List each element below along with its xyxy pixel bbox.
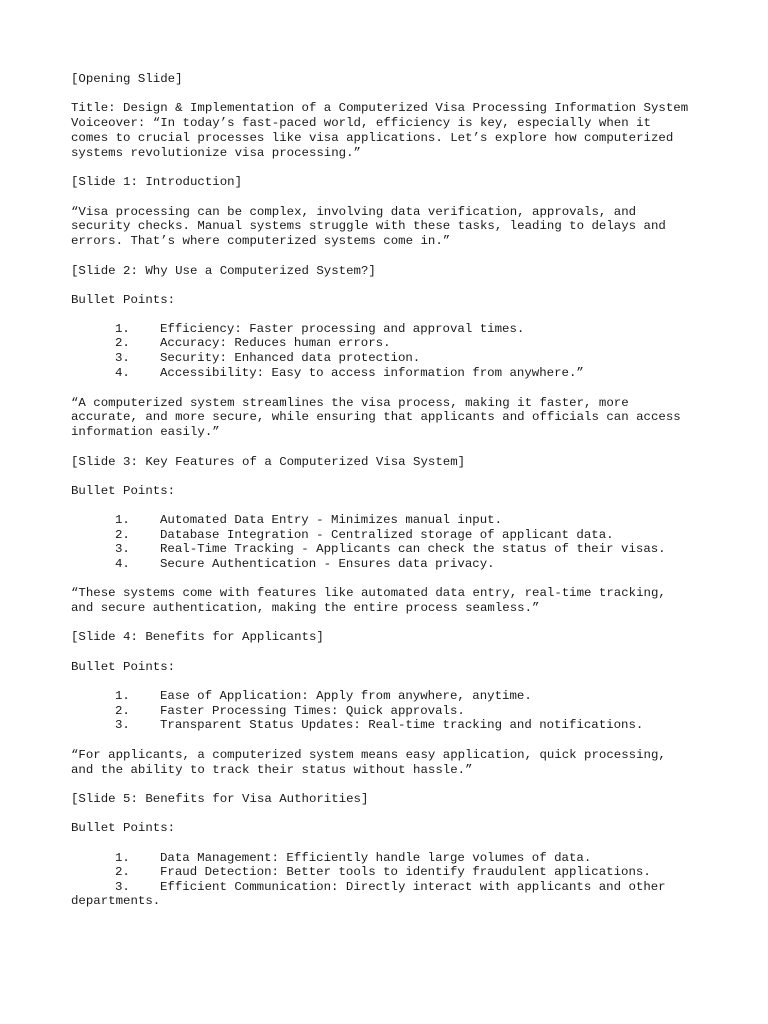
slide5-bullet-label: Bullet Points:	[71, 821, 176, 835]
list-item-number: 4.	[115, 366, 130, 380]
slide1-quote-line: security checks. Manual systems struggle with these tasks, leading to delays and	[71, 219, 666, 233]
slide1-quote-line: errors. That’s where computerized systems come in.”	[71, 234, 451, 248]
slide4-heading: [Slide 4: Benefits for Applicants]	[71, 630, 324, 644]
slide5-heading: [Slide 5: Benefits for Visa Authorities]	[71, 792, 369, 806]
list-item-number: 3.	[115, 351, 130, 365]
slide3-bullet-label: Bullet Points:	[71, 484, 176, 498]
voiceover-line: systems revolutionize visa processing.”	[71, 146, 361, 160]
list-item-number: 2.	[115, 528, 130, 542]
list-item: Ease of Application: Apply from anywhere, anytime.	[160, 689, 532, 703]
list-item: Secure Authentication - Ensures data privacy.	[160, 557, 495, 571]
title-line: Title: Design & Implementation of a Computerized Visa Processing Information System	[71, 101, 689, 115]
list-item: Security: Enhanced data protection.	[160, 351, 421, 365]
list-item: Fraud Detection: Better tools to identify fraudulent applications.	[160, 865, 651, 879]
list-item: Data Management: Efficiently handle large volumes of data.	[160, 851, 592, 865]
list-item-number: 4.	[115, 557, 130, 571]
list-item-number: 3.	[115, 718, 130, 732]
slide2-quote-line: information easily.”	[71, 425, 220, 439]
slide1-heading: [Slide 1: Introduction]	[71, 175, 243, 189]
voiceover-line: Voiceover: “In today’s fast-paced world, efficiency is key, especially when it	[71, 116, 651, 130]
list-item-number: 2.	[115, 865, 130, 879]
slide1-quote-line: “Visa processing can be complex, involving data verification, approvals, and	[71, 205, 637, 219]
list-item: Accuracy: Reduces human errors.	[160, 336, 391, 350]
voiceover-line: comes to crucial processes like visa applications. Let’s explore how computerized	[71, 131, 674, 145]
opening-slide-heading: [Opening Slide]	[71, 72, 183, 86]
list-item-number: 3.	[115, 880, 130, 894]
slide2-quote-line: “A computerized system streamlines the visa process, making it faster, more	[71, 396, 629, 410]
slide5-wrap-line: departments.	[71, 894, 161, 908]
list-item-number: 2.	[115, 704, 130, 718]
list-item-number: 1.	[115, 689, 130, 703]
slide2-heading: [Slide 2: Why Use a Computerized System?]	[71, 264, 376, 278]
list-item: Efficiency: Faster processing and approval times.	[160, 322, 525, 336]
slide4-quote-line: “For applicants, a computerized system means easy application, quick processing,	[71, 748, 666, 762]
slide3-quote-line: and secure authentication, making the entire process seamless.”	[71, 601, 540, 615]
list-item-number: 3.	[115, 542, 130, 556]
slide3-heading: [Slide 3: Key Features of a Computerized Visa System]	[71, 455, 466, 469]
list-item-number: 1.	[115, 513, 130, 527]
slide2-quote-line: accurate, and more secure, while ensuring that applicants and officials can access	[71, 410, 681, 424]
list-item-number: 1.	[115, 851, 130, 865]
list-item: Transparent Status Updates: Real-time tracking and notifications.	[160, 718, 644, 732]
list-item-number: 2.	[115, 336, 130, 350]
list-item: Automated Data Entry - Minimizes manual input.	[160, 513, 503, 527]
slide4-quote-line: and the ability to track their status without hassle.”	[71, 763, 473, 777]
list-item-number: 1.	[115, 322, 130, 336]
slide4-bullet-label: Bullet Points:	[71, 660, 176, 674]
slide2-bullet-label: Bullet Points:	[71, 293, 176, 307]
list-item: Real-Time Tracking - Applicants can check the status of their visas.	[160, 542, 666, 556]
list-item: Efficient Communication: Directly interact with applicants and other	[160, 880, 666, 894]
list-item: Database Integration - Centralized storage of applicant data.	[160, 528, 614, 542]
slide3-quote-line: “These systems come with features like automated data entry, real-time tracking,	[71, 586, 666, 600]
list-item: Faster Processing Times: Quick approvals.	[160, 704, 465, 718]
list-item: Accessibility: Easy to access information from anywhere.”	[160, 366, 584, 380]
